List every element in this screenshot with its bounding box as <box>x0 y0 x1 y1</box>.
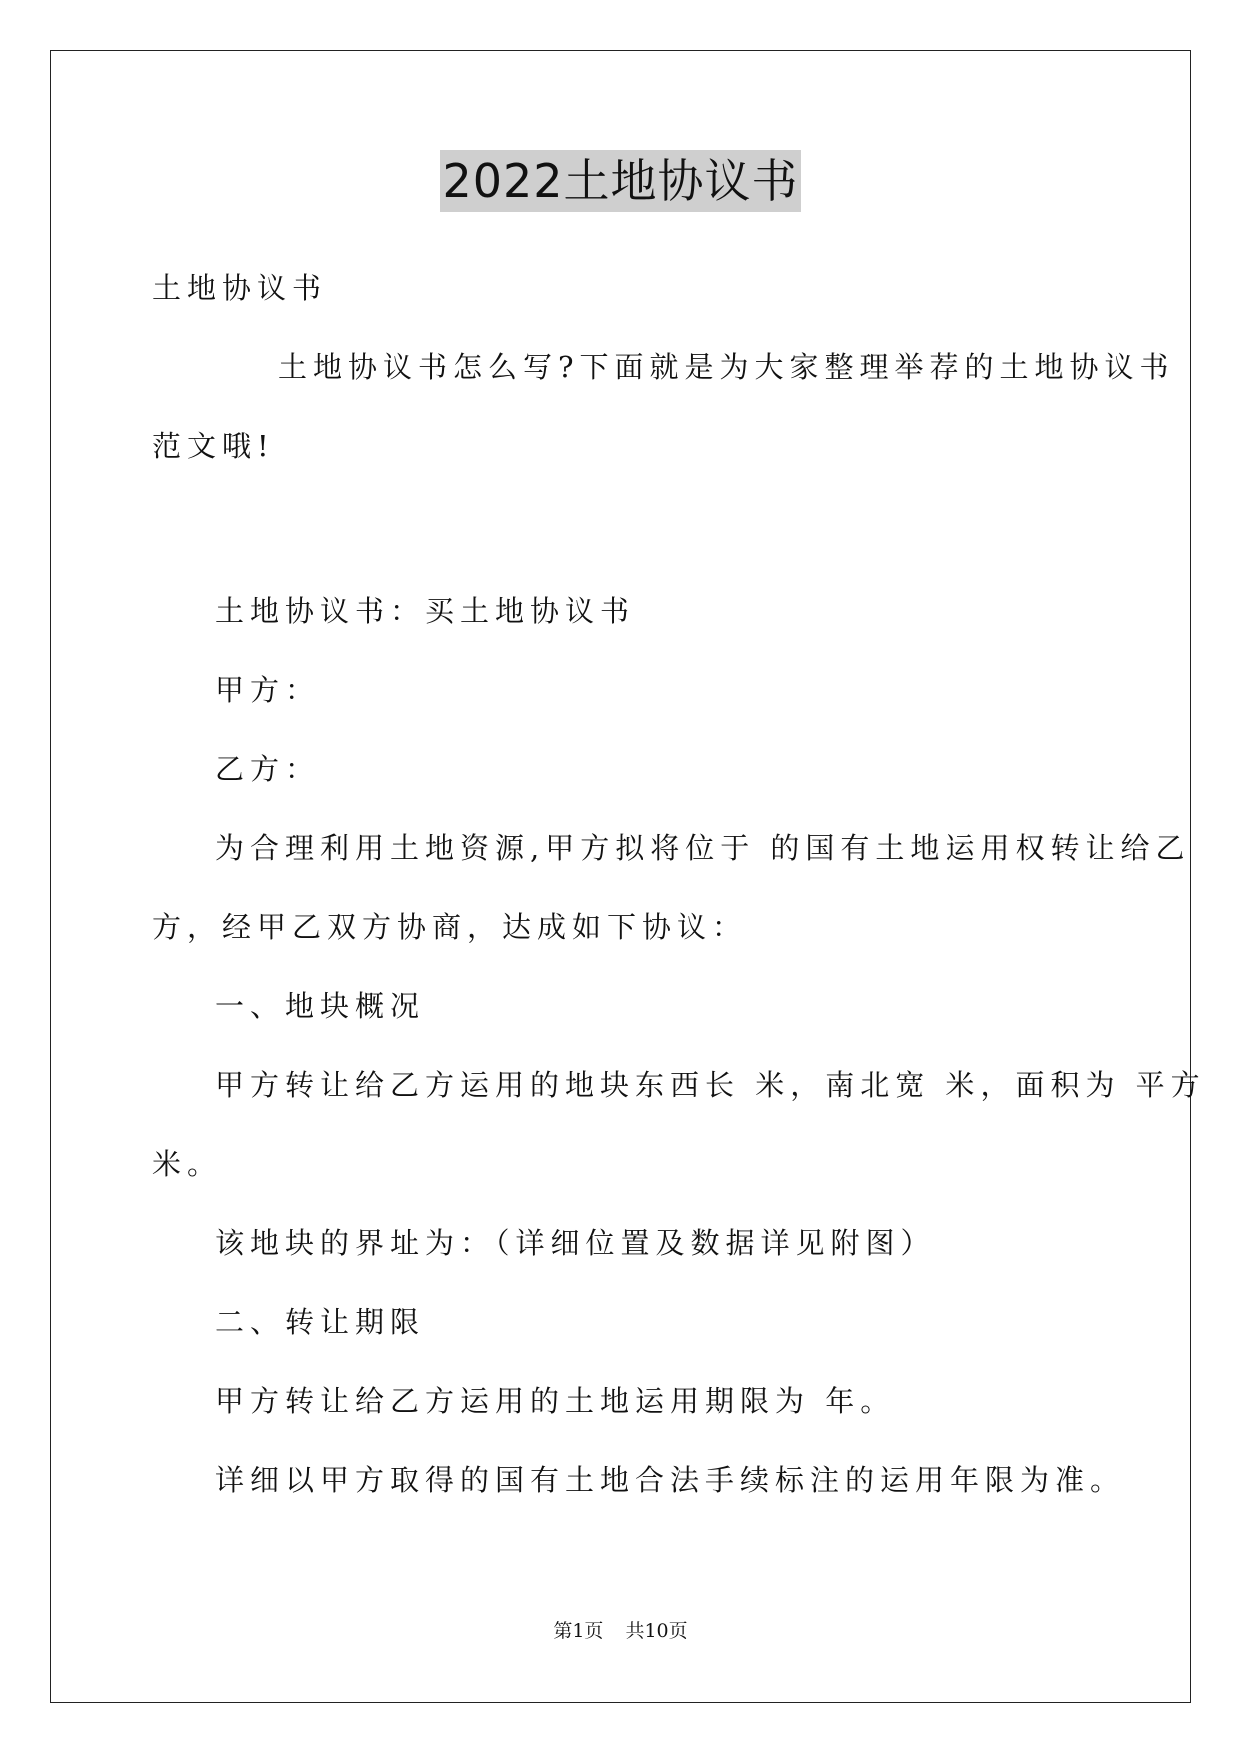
clause-1-body-line-2: 米。 <box>152 1147 223 1181</box>
page-total: 共10页 <box>625 1620 688 1642</box>
clause-2-body-line-2: 详细以甲方取得的国有土地合法手续标注的运用年限为准。 <box>215 1463 1126 1497</box>
clause-1-heading: 一、地块概况 <box>215 989 426 1023</box>
intro-line-2: 范文哦! <box>152 429 275 463</box>
clause-1-body-line-1: 甲方转让给乙方运用的地块东西长 米，南北宽 米，面积为 平方 <box>215 1068 1206 1102</box>
subtitle-line: 土地协议书 <box>152 271 328 305</box>
party-b-line: 乙方： <box>215 752 321 786</box>
boundary-line: 该地块的界址为：（详细位置及数据详见附图） <box>215 1226 936 1260</box>
section-heading-line: 土地协议书：买土地协议书 <box>215 594 636 628</box>
clause-2-heading: 二、转让期限 <box>215 1305 426 1339</box>
document-title-wrapper <box>0 150 1241 212</box>
page-footer <box>0 1618 1241 1644</box>
document-title: 2022土地协议书 <box>440 150 800 212</box>
intro-line-1: 土地协议书怎么写?下面就是为大家整理举荐的土地协议书 <box>278 350 1175 384</box>
preamble-line-1: 为合理利用土地资源,甲方拟将位于 的国有土地运用权转让给乙 <box>215 831 1191 865</box>
page-number: 第1页 <box>553 1620 604 1642</box>
preamble-line-2: 方，经甲乙双方协商，达成如下协议： <box>152 910 748 944</box>
clause-2-body-line-1: 甲方转让给乙方运用的土地运用期限为 年。 <box>215 1384 896 1418</box>
party-a-line: 甲方： <box>215 673 321 707</box>
